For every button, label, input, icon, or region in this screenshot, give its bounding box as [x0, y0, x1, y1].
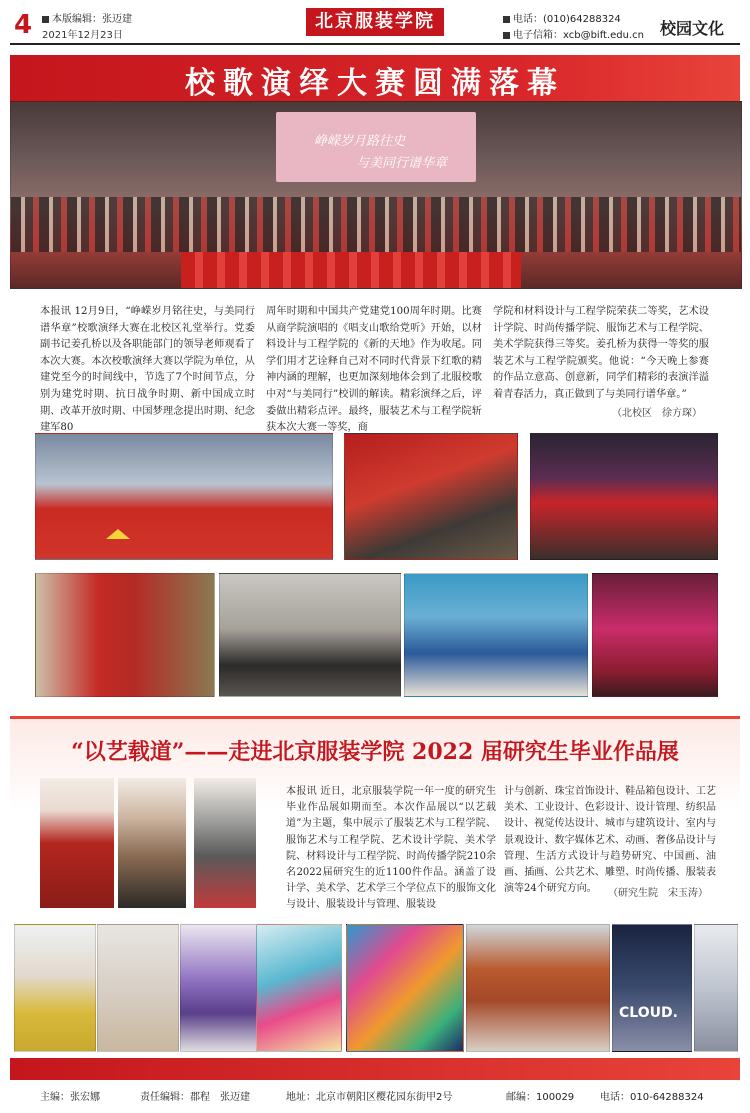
photo-flag-performers — [344, 433, 518, 560]
masthead-logo: 北京服装学院 — [306, 8, 444, 36]
photo-model-knit-bag — [14, 924, 96, 1052]
headline-title: 校歌演绎大赛圆满落幕 — [185, 66, 565, 101]
footer-postcode: 邮编：100029 — [506, 1092, 575, 1103]
article2-byline: （研究生院 宋玉涛） — [608, 888, 708, 899]
photo-model-hoop — [97, 924, 179, 1052]
photo-red-gown — [40, 778, 114, 908]
photo-students-uniform — [404, 573, 588, 697]
article2-col2: 计与创新、珠宝首饰设计、鞋品箱包设计、工艺美术、工业设计、色彩设计、设计管理、纺织品设计、视觉传达设计、城市与建筑设计、室内与景观设计、数字媒体艺术、动画、奢侈品设计与管理、生活方式设计与趋势研究、中国画、油画、插画、公共艺术、雕塑、时尚传播、服装表演等24个研究方向。 — [504, 786, 716, 895]
contact-phone-text: 电话：(010)64288324 — [513, 14, 621, 25]
square-bullet-icon — [42, 16, 49, 23]
contact-email-text: 电子信箱：xcb@bift.edu.cn — [513, 30, 645, 41]
photo-model-purple — [180, 924, 260, 1052]
section-name: 校园文化 — [660, 19, 725, 38]
page-editor — [42, 10, 132, 25]
square-bullet-icon — [503, 16, 510, 23]
poster-title: CLOUD. — [619, 1005, 678, 1021]
photo-grey-coat — [194, 778, 256, 908]
footer-phone: 电话：010-64288324 — [600, 1092, 704, 1103]
photo-patterned-coat — [118, 778, 186, 908]
article2-col1: 本报讯 近日，北京服装学院一年一度的研究生毕业作品展如期而至。本次作品展以“以艺载道”为主题，集中展示了服装艺术与工程学院、服饰艺术与工程学院、艺术设计学院、美术学院、材料设计与工程学院、时尚传播学院210余名2022届研究生的近1100件作品。涵盖了设计学、美术学、艺术学三个学位点下的服饰文化与设计、服装设计与管理、服装设 — [286, 786, 496, 911]
article1-col3: 学院和材料设计与工程学院荣获二等奖，艺术设计学院、时尚传播学院、服饰艺术与工程学院、美术学院获得三等奖。姜孔桥为获得一等奖的服装艺术与工程学院颁奖。他说：“今天晚上参赛的作品立意高、创意新，同学们精彩的表演洋溢着青春活力，真正做到了与美同行谱华章。” — [493, 306, 709, 400]
photo-dancer — [592, 573, 718, 697]
photo-glass-objects — [694, 924, 738, 1052]
photo-choir — [219, 573, 401, 697]
photo-red-dress-soldier — [35, 573, 215, 697]
page-editor-text: 本版编辑：张迈建 — [52, 14, 132, 25]
contact-phone — [503, 10, 621, 25]
photo-tent-illustration — [256, 924, 342, 1052]
header-divider — [10, 43, 740, 45]
star-icon — [106, 529, 130, 539]
photo-red-flag-stage — [530, 433, 718, 560]
page-number: 4 — [14, 10, 33, 40]
contact-email — [503, 26, 644, 41]
article1-byline: （北校区 徐方琛） — [612, 408, 702, 419]
stage-screen-line-2: 与美同行谱华章 — [356, 156, 448, 171]
photo-cloud-poster — [612, 924, 692, 1052]
footer-chief-editor: 主编：张宏娜 — [40, 1092, 100, 1103]
square-bullet-icon — [503, 32, 510, 39]
crowd — [11, 197, 741, 252]
exhibition-title: “以艺载道”——走进北京服装学院 2022 届研究生毕业作品展 — [71, 739, 679, 765]
photo-tiger-illustration — [346, 924, 464, 1052]
group-photo — [10, 101, 742, 289]
red-dress-row — [181, 252, 521, 288]
issue-date: 2021年12月23日 — [42, 30, 123, 41]
footer-address: 地址：北京市朝阳区樱花园东街甲2号 — [286, 1092, 453, 1103]
photo-flag-stage — [35, 433, 333, 560]
stage-screen — [276, 112, 476, 182]
footer-band — [10, 1058, 740, 1080]
article1-col2: 周年时期和中国共产党建党100周年时期。比赛从商学院演唱的《唱支山歌给党听》开始，以材料设计与工程学院的《新的天地》作为收尾。同学们用才艺诠释自己对不同时代背景下红歌的精神内涵的理解，也更加深刻地体会到了北服校歌中对“与美同行”校训的解读。精彩演绎之后，评委做出精彩点评。最终，服装艺术与工程学院斩获本次大赛一等奖，商 — [266, 306, 482, 434]
stage-screen-line-1: 峥嵘岁月路往史 — [314, 134, 406, 149]
footer-responsible-editor: 责任编辑：郡程 张迈建 — [140, 1092, 250, 1103]
article1-col1: 本报讯 12月9日，“峥嵘岁月铭往史，与美同行谱华章”校歌演绎大赛在北校区礼堂举行。党委副书记姜孔桥以及各职能部门的领导老师观看了本次大赛。本次校歌演绎大赛以学院为单位，从建党至今的时间线中，节选了7个时间节点，分别为建党时期、抗日战争时期、新中国成立时期、改革开放时期、中国梦理念提出时期、纪念建军80 — [40, 306, 255, 434]
photo-sculpture-works — [466, 924, 610, 1052]
